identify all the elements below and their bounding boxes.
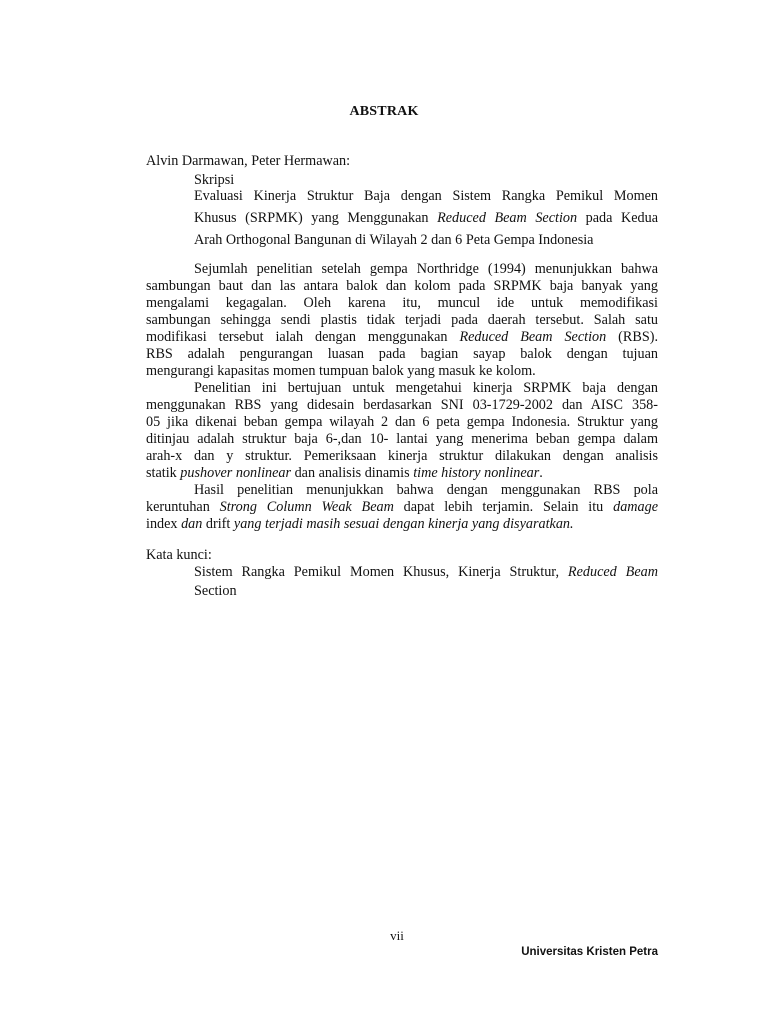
institution-footer: Universitas Kristen Petra: [521, 946, 658, 958]
text-line: [194, 185, 658, 207]
text-segment: pada Kedua: [577, 210, 659, 226]
text-segment: Arah Orthogonal Bangunan di Wilayah 2 dan 6 Peta Gempa Indonesia: [194, 232, 594, 248]
keywords-label: Kata kunci:: [146, 547, 212, 563]
italic-term: pushover nonlinear: [180, 465, 292, 481]
text-segment: Khusus (SRPMK) yang Menggunakan: [194, 210, 438, 226]
author-line: Alvin Darmawan, Peter Hermawan:: [146, 153, 351, 169]
italic-term: damage: [613, 499, 659, 515]
text-segment: dan analisis dinamis: [291, 465, 414, 481]
text-line: [146, 261, 658, 278]
text-segment: sambungan baut dan las antara balok dan kolom pada SRPMK baja banyak yang: [146, 278, 658, 294]
text-segment: modifikasi tersebut ialah dengan menggunakan: [146, 329, 460, 345]
italic-term: Reduced Beam: [567, 564, 658, 580]
text-line: [146, 465, 658, 482]
text-line: [146, 448, 658, 465]
abstract-body: [146, 261, 658, 533]
text-line: [146, 278, 658, 295]
text-line: [146, 295, 658, 312]
text-segment: index: [146, 516, 178, 532]
text-line: [146, 397, 658, 414]
italic-term: Reduced Beam Section: [459, 329, 607, 345]
italic-term: dan: [177, 516, 206, 532]
text-segment: ditinjau adalah struktur baja 6-,dan 10- lantai yang menerima beban gempa dalam: [146, 431, 658, 447]
text-segment: arah-x dan y struktur. Pemeriksaan kinerja struktur dilakukan dengan analisis: [146, 448, 658, 464]
italic-term: time history nonlinear: [413, 465, 540, 481]
text-segment: mengurangi kapasitas momen tumpuan balok yang masuk ke kolom.: [146, 363, 536, 379]
text-segment: mengalami kegagalan. Oleh karena itu, muncul ide untuk memodifikasi: [146, 295, 658, 311]
text-line: [146, 431, 658, 448]
text-segment: Sistem Rangka Pemikul Momen Khusus, Kinerja Struktur,: [194, 564, 568, 580]
italic-term: yang terjadi masih sesuai dengan kinerja yang disyaratkan.: [230, 516, 574, 532]
abstract-paragraph: [146, 261, 658, 380]
text-segment: Evaluasi Kinerja Struktur Baja dengan Sistem Rangka Pemikul Momen: [194, 188, 658, 204]
text-segment: (RBS).: [606, 329, 658, 345]
text-line: [194, 207, 658, 229]
text-line: [146, 380, 658, 397]
text-line: [146, 329, 658, 346]
text-segment: .: [539, 465, 543, 481]
page-number: vii: [390, 928, 404, 943]
text-segment: Section: [194, 583, 237, 599]
text-line: [146, 499, 658, 516]
text-line: [146, 482, 658, 499]
document-type: Skripsi: [194, 172, 235, 188]
text-segment: dapat lebih terjamin. Selain itu: [393, 499, 614, 515]
text-segment: menggunakan RBS yang didesain berdasarkan SNI 03-1729-2002 dan AISC 358-: [146, 397, 658, 413]
text-line: [146, 516, 658, 533]
italic-term: Reduced Beam Section: [437, 210, 578, 226]
text-line: [146, 312, 658, 329]
text-segment: Penelitian ini bertujuan untuk mengetahui kinerja SRPMK baja dengan: [194, 380, 658, 396]
abstract-paragraph: [146, 380, 658, 482]
abstract-paragraph: [146, 482, 658, 533]
text-line: [194, 582, 658, 601]
text-segment: drift: [205, 516, 231, 532]
text-line: [146, 363, 658, 380]
text-segment: 05 jika dikenai beban gempa wilayah 2 dan 6 peta gempa Indonesia. Struktur yang: [146, 414, 658, 430]
italic-term: Strong Column Weak Beam: [219, 499, 394, 515]
text-segment: RBS adalah pengurangan luasan pada bagian sayap balok dengan tujuan: [146, 346, 658, 362]
text-line: [146, 414, 658, 431]
text-segment: keruntuhan: [146, 499, 220, 515]
page-title: ABSTRAK: [349, 104, 419, 119]
text-line: [194, 229, 658, 251]
keywords-list: [194, 563, 658, 601]
text-segment: sambungan sehingga sendi plastis tidak terjadi pada daerah tersebut. Salah satu: [146, 312, 658, 328]
text-segment: Hasil penelitian menunjukkan bahwa dengan menggunakan RBS pola: [194, 482, 658, 498]
text-line: [194, 563, 658, 582]
text-segment: Sejumlah penelitian setelah gempa Northridge (1994) menunjukkan bahwa: [194, 261, 658, 277]
text-line: [146, 346, 658, 363]
text-segment: statik: [146, 465, 181, 481]
thesis-title: [194, 185, 658, 251]
